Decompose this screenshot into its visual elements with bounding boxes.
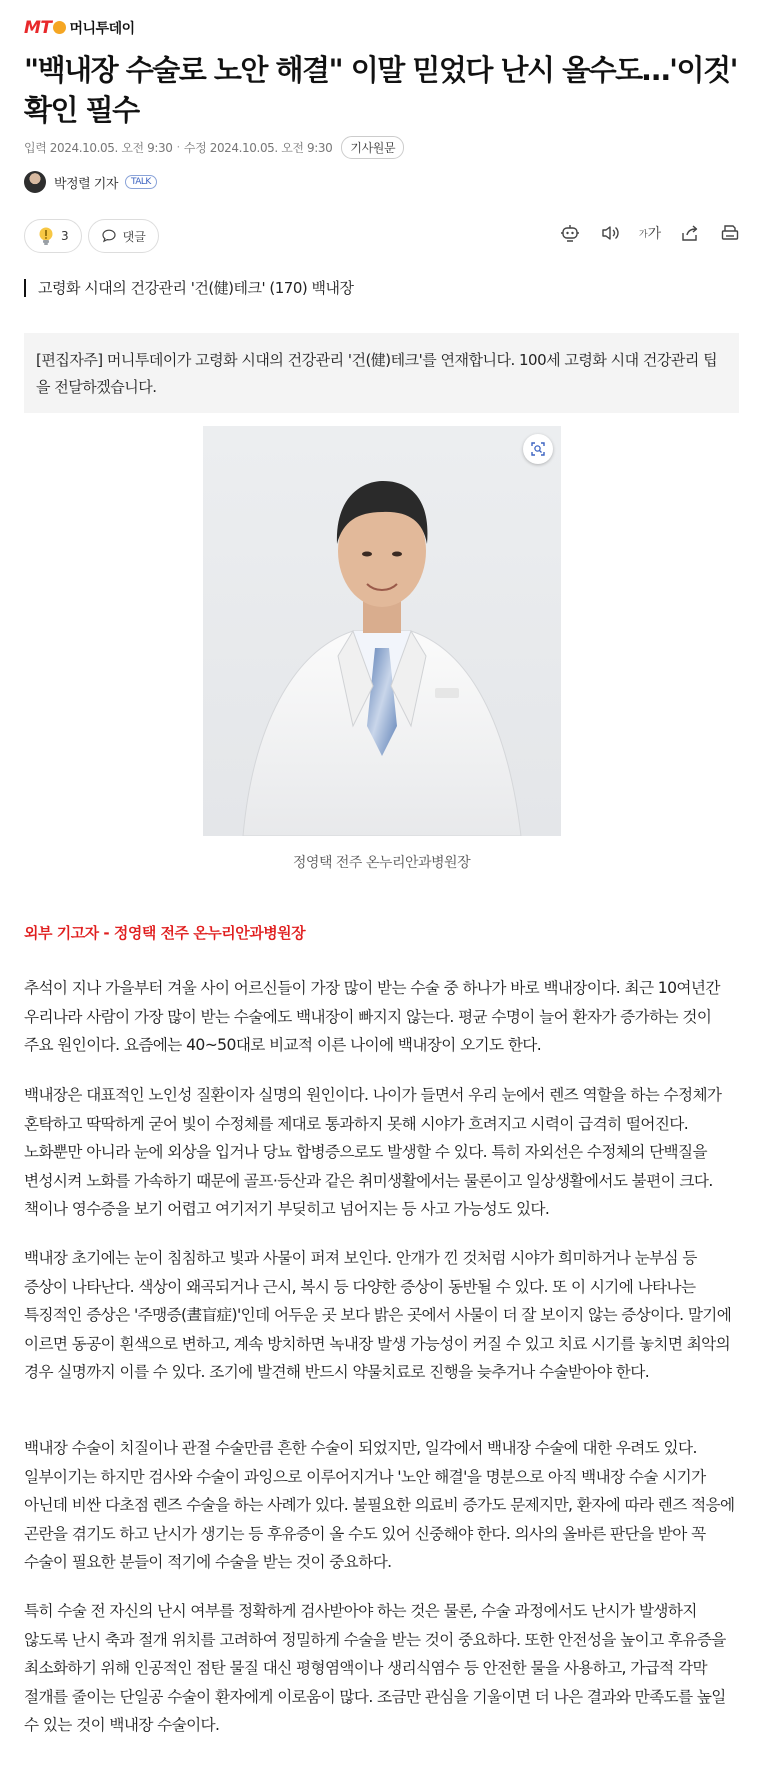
comment-label: 댓글 — [122, 229, 146, 244]
avatar — [24, 171, 46, 193]
article-subhead: 고령화 시대의 건강관리 '건(健)테크' (170) 백내장 — [24, 279, 353, 297]
article-photo[interactable] — [203, 426, 561, 836]
article-paragraph: 백내장 수술이 치질이나 관절 수술만큼 흔한 수술이 되었지만, 일각에서 백내장 수술에 대한 우려도 있다. 일부이기는 하지만 검사와 수술이 과잉으로 이루어지거나 '노안 해결'을 명분으로 아직 백내장 수술 시기가 아닌데 비싼 다초점 렌즈 수술을 하는 사례가 있다. 불필요한 의료비 증가도 문제지만, 환자에 따라 렌즈 적응에 곤란을 겪기도 하고 난시가 생기는 등 후유증이 올 수도 있어 신중해야 한다. 의사의 올바른 판단을 받아 꼭 수술이 필요한 분들이 적기에 수술을 받는 것이 중요하다. — [24, 1439, 735, 1571]
reaction-button[interactable] — [24, 219, 82, 253]
font-size-icon[interactable]: 가 가 — [638, 226, 662, 242]
tool-bar — [559, 222, 741, 244]
logo-mark: MT — [24, 18, 66, 38]
share-icon[interactable] — [679, 222, 701, 244]
article-meta: 입력 2024.10.05. 오전 9:30 · 수정 2024.10.05. 오전 9:30 기사원문 — [24, 136, 404, 158]
print-icon[interactable] — [719, 222, 741, 244]
site-logo[interactable] — [24, 16, 135, 40]
author-info[interactable] — [24, 170, 157, 194]
reaction-bar — [24, 219, 159, 253]
reaction-count: 3 — [61, 229, 69, 243]
logo-name: 머니투데이 — [69, 21, 135, 37]
published-date: 입력 2024.10.05. 오전 9:30 — [24, 140, 173, 155]
lightbulb-icon — [37, 226, 55, 246]
robot-icon[interactable] — [559, 222, 581, 244]
article-paragraph: 특히 수술 전 자신의 난시 여부를 정확하게 검사받아야 하는 것은 물론, 수술 과정에서도 난시가 발생하지 않도록 난시 축과 절개 위치를 고려하여 정밀하게 수술을 받는 것이 중요하다. 또한 안전성을 높이고 후유증을 최소화하기 위해 인공적인 점탄 물질 대신 평형염액이나 생리식염수 등 안전한 물을 사용하고, 가급적 각막 절개를 줄이는 단일공 수술이 환자에게 이로움이 많다. 조금만 관심을 기울이면 더 나은 결과와 만족도를 높일 수 있는 것이 백내장 수술이다. — [24, 1602, 726, 1734]
zoom-icon[interactable] — [523, 434, 553, 464]
speaker-icon[interactable] — [599, 222, 621, 244]
article-paragraph: 백내장 초기에는 눈이 침침하고 빛과 사물이 퍼져 보인다. 안개가 낀 것처럼 시야가 희미하거나 눈부심 등 증상이 나타난다. 색상이 왜곡되거나 근시, 복시 등 다양한 증상이 동반될 수 있다. 또 이 시기에 나타나는 특징적인 증상은 '주맹증(晝盲症)'인데 어두운 곳 보다 밝은 곳에서 사물이 더 잘 보이지 않는 증상이다. 말기에 이르면 동공이 흰색으로 변하고, 계속 방치하면 녹내장 발생 가능성이 커질 수 있고 치료 시기를 놓치면 최악의 경우 실명까지 이를 수 있다. 조기에 발견해 반드시 약물치료로 진행을 늦추거나 수술받아야 한다. — [24, 1249, 732, 1381]
editor-note: [편집자주] 머니투데이가 고령화 시대의 건강관리 '건(健)테크'를 연재합니다. 100세 고령화 시대 건강관리 팁을 전달하겠습니다. — [24, 333, 739, 413]
author-name[interactable]: 박정렬 기자 — [54, 176, 118, 192]
article-title: "백내장 수술로 노안 해결" 이말 믿었다 난시 올수도…'이것' 확인 필수 — [24, 53, 737, 127]
comment-icon — [101, 228, 117, 244]
comment-button[interactable] — [88, 219, 159, 253]
article-paragraph: 추석이 지나 가을부터 겨울 사이 어르신들이 가장 많이 받는 수술 중 하나가 바로 백내장이다. 최근 10여년간 우리나라 사람이 가장 많이 받는 수술에도 백내장이 빠지지 않는다. 평균 수명이 늘어 환자가 증가하는 것이 주요 원인이다. 요즘에는 40~50대로 비교적 이른 나이에 백내장이 오기도 한다. — [24, 979, 720, 1054]
contributor-byline: 외부 기고자 - 정영택 전주 온누리안과병원장 — [24, 924, 306, 942]
original-article-button[interactable]: 기사원문 — [341, 136, 404, 159]
modified-date: 수정 2024.10.05. 오전 9:30 — [183, 140, 333, 155]
article-paragraph: 백내장은 대표적인 노인성 질환이자 실명의 원인이다. 나이가 들면서 우리 눈에서 렌즈 역할을 하는 수정체가 혼탁하고 딱딱하게 굳어 빛이 수정체를 제대로 통과하지 못해 시야가 흐려지고 시력이 급격히 떨어진다. 노화뿐만 아니라 눈에 외상을 입거나 당뇨 합병증으로도 발생할 수 있다. 특히 자외선은 수정체의 단백질을 변성시켜 노화를 가속하기 때문에 골프·등산과 같은 취미생활에서는 물론이고 일상생활에서도 불편이 크다. 책이나 영수증을 보기 어렵고 여기저기 부딪히고 넘어지는 등 사고 가능성도 있다. — [24, 1086, 722, 1218]
photo-caption: 정영택 전주 온누리안과병원장 — [292, 855, 471, 871]
doctor-portrait-image — [203, 426, 561, 836]
talk-badge[interactable]: TALK — [125, 175, 157, 189]
